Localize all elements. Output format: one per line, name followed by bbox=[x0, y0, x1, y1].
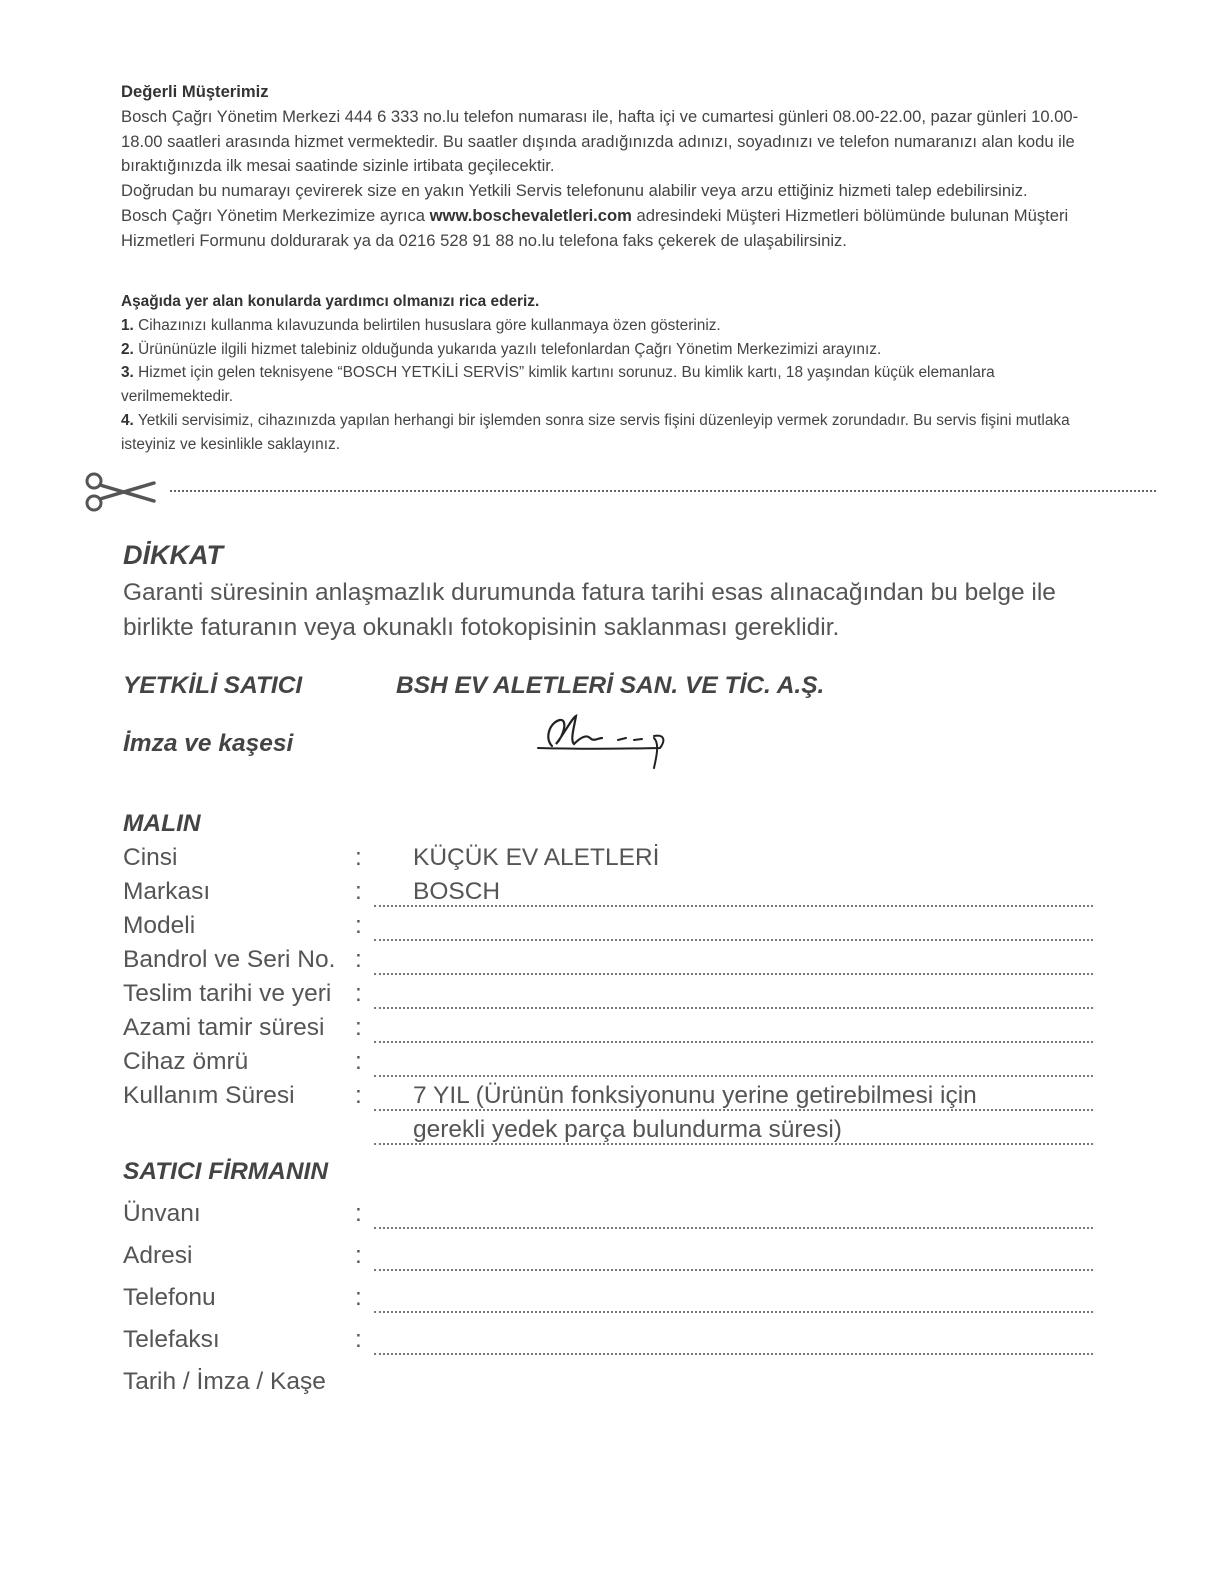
field-label: Telefaksı bbox=[123, 1326, 220, 1353]
field-colon: : bbox=[355, 878, 362, 905]
field-dotted-line[interactable] bbox=[374, 1041, 1093, 1043]
help-item-text: Hizmet için gelen teknisyene “BOSCH YETKİLİ SERVİS” kimlik kartını sorunuz. Bu kimlik kartı, 18 yaşından küçük elemanlara verilmemektedir. bbox=[121, 364, 995, 406]
field-colon: : bbox=[355, 1200, 362, 1227]
signature-image bbox=[534, 708, 674, 772]
field-dotted-line[interactable] bbox=[374, 1075, 1093, 1077]
seller-firm-section-title: SATICI FİRMANIN bbox=[123, 1158, 329, 1185]
field-colon: : bbox=[355, 980, 362, 1007]
dotted-cut-guide bbox=[170, 490, 1156, 492]
field-label: Cihaz ömrü bbox=[123, 1048, 249, 1075]
field-colon: : bbox=[355, 912, 362, 939]
field-colon: : bbox=[355, 946, 362, 973]
authorized-seller-label: YETKİLİ SATICI bbox=[123, 672, 303, 699]
field-label: Teslim tarihi ve yeri bbox=[123, 980, 332, 1007]
website-link[interactable]: www.boschevaletleri.com bbox=[429, 205, 632, 225]
field-colon: : bbox=[355, 1326, 362, 1353]
intro-web-after: adresindeki Müşteri Hizmetleri bölümünde bulunan Müşteri Hizmetleri Formunu doldurarak ya da 0216 528 91 88 no.lu telefona faks çekerek de ulaşabilirsiniz. bbox=[121, 205, 1069, 250]
help-item-text: Ürününüzle ilgili hizmet talebiniz olduğunda yukarıda yazılı telefonlardan Çağrı Yönetim Merkezimizi arayınız. bbox=[133, 340, 882, 358]
field-value-usage-line2: gerekli yedek parça bulundurma süresi) bbox=[413, 1116, 842, 1143]
field-delivery-date-place[interactable] bbox=[123, 980, 1093, 1014]
field-colon: : bbox=[355, 844, 362, 871]
field-label: Bandrol ve Seri No. bbox=[123, 946, 336, 973]
field-dotted-line[interactable] bbox=[374, 973, 1093, 975]
help-item-number: 2. bbox=[121, 340, 134, 358]
field-max-repair-time[interactable] bbox=[123, 1014, 1093, 1048]
field-serial-number[interactable] bbox=[123, 946, 1093, 980]
scissors-icon bbox=[84, 470, 158, 514]
field-colon: : bbox=[355, 1284, 362, 1311]
field-dotted-line[interactable] bbox=[374, 939, 1093, 941]
field-date-signature-stamp bbox=[123, 1368, 1093, 1402]
field-label: Ünvanı bbox=[123, 1200, 201, 1227]
cut-line bbox=[84, 470, 1156, 514]
seller-company-name: BSH EV ALETLERİ SAN. VE TİC. A.Ş. bbox=[396, 672, 825, 699]
field-device-lifetime[interactable] bbox=[123, 1048, 1093, 1082]
field-colon: : bbox=[355, 1014, 362, 1041]
help-item-number: 4. bbox=[121, 411, 134, 429]
field-firm-fax[interactable] bbox=[123, 1326, 1093, 1360]
help-item-text: Cihazınızı kullanma kılavuzunda belirtilen hususlara göre kullanmaya özen gösteriniz. bbox=[133, 316, 721, 334]
field-label: Telefonu bbox=[123, 1284, 216, 1311]
field-label: Modeli bbox=[123, 912, 196, 939]
field-label: Adresi bbox=[123, 1242, 193, 1269]
intro-paragraph-hours: Bosch Çağrı Yönetim Merkezi 444 6 333 no.lu telefon numarası ile, hafta içi ve cumartesi günleri 08.00-22.00, pazar günleri 10.00-18.00 saatleri arasında hizmet vermektedir. Bu saatler dışında aradığınızda adınızı, soyadınızı ve telefon numaranızı alan kodu ile bıraktığınızda ilk mesai saatinde sizinle irtibata geçilecektir. bbox=[121, 106, 1079, 176]
field-label: Azami tamir süresi bbox=[123, 1014, 325, 1041]
field-label: Kullanım Süresi bbox=[123, 1082, 295, 1109]
field-value-type: KÜÇÜK EV ALETLERİ bbox=[413, 844, 660, 871]
help-item-3 bbox=[121, 361, 1089, 409]
help-item-4 bbox=[121, 409, 1089, 457]
help-item-1 bbox=[121, 314, 1089, 338]
field-dotted-line[interactable] bbox=[374, 1007, 1093, 1009]
product-section-title: MALIN bbox=[123, 810, 201, 837]
field-firm-phone[interactable] bbox=[123, 1284, 1093, 1318]
help-heading: Aşağıda yer alan konularda yardımcı olmanızı rica ederiz. bbox=[121, 293, 540, 310]
field-colon: : bbox=[355, 1082, 362, 1109]
intro-paragraph-direct: Doğrudan bu numarayı çevirerek size en yakın Yetkili Servis telefonunu alabilir veya arzu ettiğiniz hizmeti talep edebilirsiniz. bbox=[121, 181, 1028, 201]
field-label: Markası bbox=[123, 878, 211, 905]
field-dotted-line[interactable] bbox=[374, 1311, 1093, 1313]
intro-section bbox=[121, 80, 1089, 254]
field-brand bbox=[123, 878, 1093, 912]
field-label: Cinsi bbox=[123, 844, 178, 871]
field-firm-title[interactable] bbox=[123, 1200, 1093, 1234]
help-item-number: 3. bbox=[121, 364, 134, 382]
field-type bbox=[123, 844, 1093, 878]
field-dotted-line[interactable] bbox=[374, 1227, 1093, 1229]
field-dotted-line[interactable] bbox=[374, 1353, 1093, 1355]
field-usage-period bbox=[123, 1082, 1093, 1152]
field-colon: : bbox=[355, 1048, 362, 1075]
help-item-text: Yetkili servisimiz, cihazınızda yapılan herhangi bir işlemden sonra size servis fişini düzenleyip vermek zorundadır. Bu servis fişini mutlaka isteyiniz ve kesinlikle saklayınız. bbox=[121, 411, 1070, 453]
dikkat-title: DİKKAT bbox=[123, 540, 223, 570]
dikkat-text: Garanti süresinin anlaşmazlık durumunda fatura tarihi esas alınacağından bu belge ile birlikte faturanın veya okunaklı fotokopisinin saklanması gereklidir. bbox=[123, 579, 1056, 641]
intro-paragraph-web bbox=[121, 204, 1089, 254]
intro-heading: Değerli Müşterimiz bbox=[121, 82, 269, 101]
field-dotted-line[interactable] bbox=[374, 1269, 1093, 1271]
help-section bbox=[121, 290, 1089, 457]
field-colon: : bbox=[355, 1242, 362, 1269]
help-item-2 bbox=[121, 338, 1089, 362]
field-value-brand: BOSCH bbox=[413, 878, 501, 905]
field-firm-address[interactable] bbox=[123, 1242, 1093, 1276]
field-label: Tarih / İmza / Kaşe bbox=[123, 1368, 326, 1395]
field-model[interactable] bbox=[123, 912, 1093, 946]
field-value-usage-line1: 7 YIL (Ürünün fonksiyonunu yerine getirebilmesi için bbox=[413, 1082, 977, 1109]
help-item-number: 1. bbox=[121, 316, 134, 334]
intro-web-before: Bosch Çağrı Yönetim Merkezimize ayrıca bbox=[121, 205, 430, 225]
signature-stamp-label: İmza ve kaşesi bbox=[123, 730, 294, 757]
